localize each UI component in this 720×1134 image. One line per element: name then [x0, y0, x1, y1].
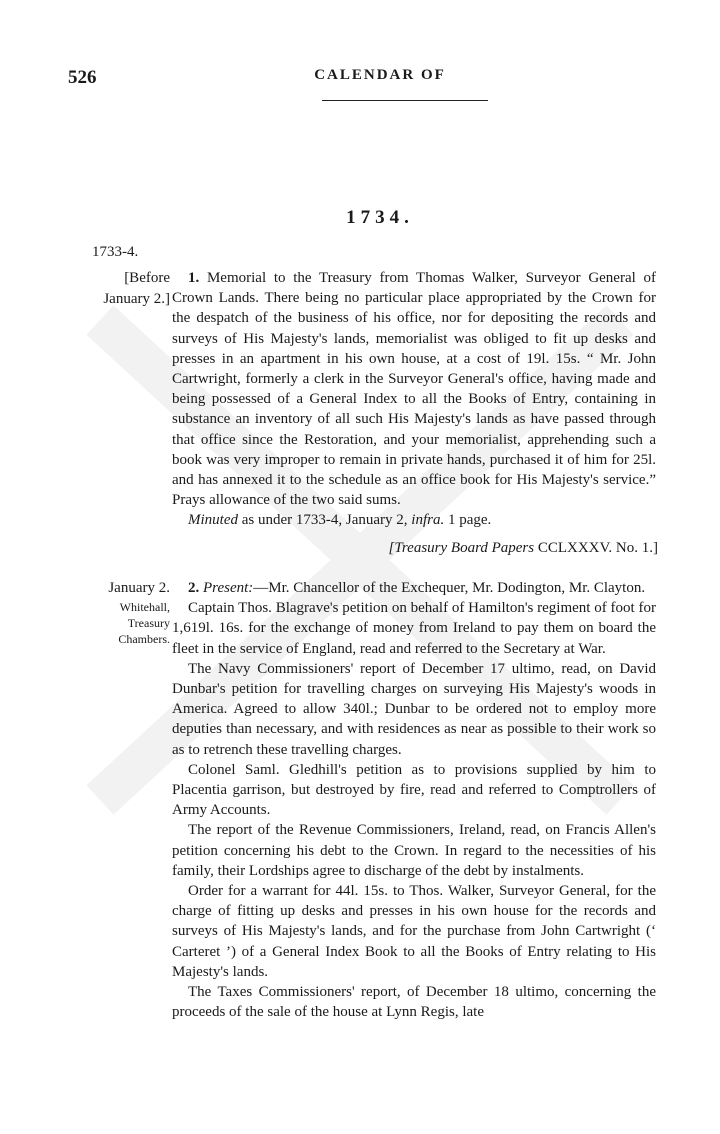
header-rule — [322, 100, 488, 101]
margin-year: 1733-4. — [92, 244, 139, 260]
reference-series: [Treasury Board Papers — [388, 540, 535, 556]
margin-place — [118, 599, 170, 647]
margin-date-2: January 2. — [108, 580, 170, 596]
entry-1-minute — [172, 510, 656, 530]
entry-2-paragraph: Order for a warrant for 44l. 15s. to Thos. Walker, Surveyor General, for the charge of fitting up desks and presses in his own house for the records and surveys of His Majesty's lands, and for the purchase from John Cartwright (‘ Carteret ’) of a General Index Book to all the Books of Entry relating to His Majesty's lands. — [172, 883, 656, 980]
margin-place-line: Chambers. — [118, 632, 170, 646]
entry-1 — [172, 268, 656, 531]
entry-1-body — [172, 268, 656, 510]
margin-place-line: Whitehall, — [119, 600, 170, 614]
margin-date-line: January 2.] — [103, 291, 170, 307]
year-heading: 1734. — [346, 207, 414, 228]
minute-pages: 1 page. — [444, 512, 492, 529]
entry-1-text: Memorial to the Treasury from Thomas Walker, Surveyor General of Crown Lands. There being no particular place appropriated by the Crown for the despatch of the business of his office, nor for depositing the records and surveys of His Majesty's lands, memorialist was obliged to fit up desks and presses in an apartment in his own house, at a cost of 19l. 15s. “ Mr. John Cartwright, formerly a clerk in the Surveyor General's office, having made and being possessed of a General Index to all the Books of Entry, containing in substance an inventory of all such His Majesty's lands as have passed through that office since the Restoration, and your memorialist, apprehending such a book was very improper to remain in private hands, purchased it of him for 25l. and has annexed it to the schedule as an office book for His Majesty's service.” Prays allowance of the two said sums. — [172, 270, 656, 509]
page-number: 526 — [68, 67, 97, 88]
entry-2-paragraph: The Navy Commissioners' report of December 17 ultimo, read, on David Dunbar's petition for travelling charges on surveying His Majesty's woods in America. Agreed to allow 340l.; Dunbar to be ordered not to employ more deputies than necessary, and with residences as near as possible to their work so as to retrench these travelling charges. — [172, 660, 656, 758]
entry-2-paragraph: Colonel Saml. Gledhill's petition as to provisions supplied by him to Placentia garrison, but destroyed by fire, read and referred to Comptrollers of Army Accounts. — [172, 761, 656, 819]
margin-date-1 — [103, 268, 170, 310]
entry-2-present — [172, 578, 656, 598]
entry-2 — [172, 578, 656, 1022]
margin-place-line: Treasury — [127, 616, 170, 630]
margin-date-line: [Before — [124, 270, 170, 286]
present-text: —Mr. Chancellor of the Exchequer, Mr. Dodington, Mr. Clayton. — [253, 580, 646, 596]
present-label: Present: — [203, 580, 254, 596]
entry-number: 2. — [188, 580, 200, 596]
minuted-label: Minuted — [188, 512, 238, 529]
entry-2-paragraph: Captain Thos. Blagrave's petition on behalf of Hamilton's regiment of foot for 1,619l. 16s. for the exchange of money from Ireland to pay them on board the fleet in the service of England, read and referred to the Secretary at War. — [172, 600, 656, 657]
reference-number: CCLXXXV. No. 1.] — [534, 540, 658, 556]
minute-text: as under 1733-4, January 2, — [238, 512, 412, 529]
entry-2-paragraph: The report of the Revenue Commissioners, Ireland, read, on Francis Allen's petition concerning his debt to the Crown. In regard to the necessities of his family, their Lordships agree to discharge of the debt by instalments. — [172, 822, 656, 879]
reference-citation — [389, 540, 658, 557]
running-title: CALENDAR OF — [314, 67, 446, 83]
minute-infra: infra. — [411, 512, 445, 529]
entry-2-paragraph: The Taxes Commissioners' report, of December 18 ultimo, concerning the proceeds of the sale of the house at Lynn Regis, late — [172, 984, 656, 1021]
entry-number: 1. — [188, 270, 200, 286]
